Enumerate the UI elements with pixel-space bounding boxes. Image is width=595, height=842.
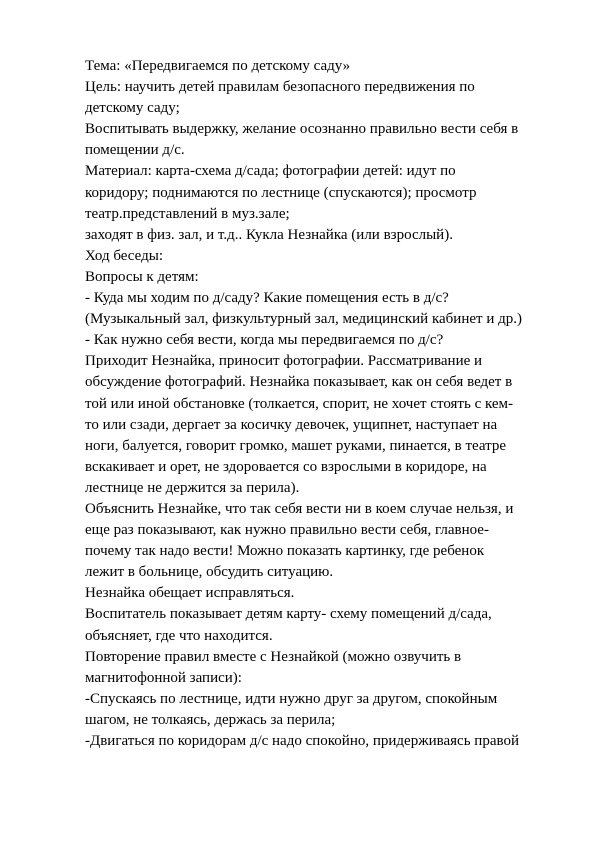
text-line: Объяснить Незнайке, что так себя вести ни в коем случае нельзя, и bbox=[85, 500, 514, 517]
text-line: объясняет, где что находится. bbox=[85, 627, 273, 644]
text-line: шагом, не толкаясь, держась за перила; bbox=[85, 711, 336, 728]
text-line: вскакивает и орет, не здоровается со взрослыми в коридоре, на bbox=[85, 458, 487, 475]
rule-line: -Двигаться по коридорам д/с надо спокойно, придерживаясь правой bbox=[85, 733, 519, 749]
text-line: Воспитывать выдержку, желание осознанно правильно вести себя в bbox=[85, 121, 519, 138]
text-line: коридору; поднимаются по лестнице (спускаются); просмотр bbox=[85, 184, 477, 201]
text-line: то или сзади, дергает за косичку девочек, ущипнет, наступает на bbox=[85, 416, 498, 433]
text-line: лестнице не держится за перила). bbox=[85, 479, 300, 496]
topic-line: Тема: «Передвигаемся по детскому саду» bbox=[85, 58, 351, 74]
goal-line: Цель: научить детей правилам безопасного передвижения по bbox=[85, 79, 475, 96]
document-body bbox=[85, 56, 565, 752]
section-heading: Вопросы к детям: bbox=[85, 268, 199, 285]
text-line: магнитофонной записи): bbox=[85, 669, 242, 686]
text-line: лежит в больнице, обсудить ситуацию. bbox=[85, 564, 334, 581]
section-heading: Ход беседы: bbox=[85, 247, 163, 264]
text-line: почему так надо вести! Можно показать картинку, где ребенок bbox=[85, 543, 485, 560]
text-line: помещении д/с. bbox=[85, 142, 185, 159]
text-line: Приходит Незнайка, приносит фотографии. Рассматривание и bbox=[85, 353, 483, 370]
text-line: еще раз показывают, как нужно правильно вести себя, главное- bbox=[85, 522, 489, 539]
text-line: детскому саду; bbox=[85, 100, 180, 117]
text-line: Незнайка обещает исправляться. bbox=[85, 585, 295, 602]
text-line: заходят в физ. зал, и т.д.. Кукла Незнайка (или взрослый). bbox=[85, 226, 453, 243]
text-line: Воспитатель показывает детям карту- схему помещений д/сада, bbox=[85, 606, 492, 623]
question-line: - Как нужно себя вести, когда мы передвигаемся по д/с? bbox=[85, 332, 444, 349]
question-line: - Куда мы ходим по д/саду? Какие помещения есть в д/с? bbox=[85, 290, 449, 307]
text-line: той или иной обстановке (толкается, спорит, не хочет стоять с кем- bbox=[85, 395, 514, 412]
text-line: ноги, балуется, говорит громко, машет руками, пинается, в театре bbox=[85, 437, 507, 454]
text-line: Повторение правил вместе с Незнайкой (можно озвучить в bbox=[85, 648, 462, 665]
rule-line: -Спускаясь по лестнице, идти нужно друг за другом, спокойным bbox=[85, 690, 498, 707]
text-line: обсуждение фотографий. Незнайка показывает, как он себя ведет в bbox=[85, 374, 513, 391]
materials-line: Материал: карта-схема д/сада; фотографии детей: идут по bbox=[85, 163, 456, 180]
text-line: театр.представлений в муз.зале; bbox=[85, 205, 290, 222]
text-line: (Музыкальный зал, физкультурный зал, медицинский кабинет и др.) bbox=[85, 311, 522, 328]
